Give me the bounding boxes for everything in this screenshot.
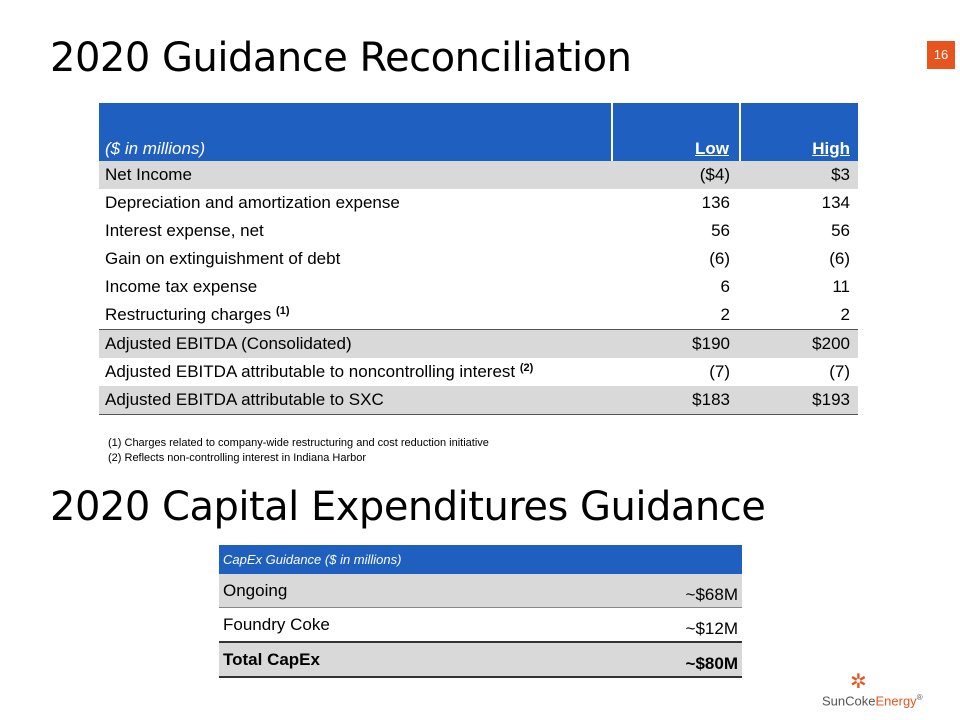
row-low: (7): [709, 362, 730, 381]
table-row: [99, 217, 858, 245]
capex-label: Total CapEx: [219, 642, 562, 677]
table-row: [219, 642, 742, 677]
row-low: $183: [612, 386, 740, 415]
table-row: [219, 608, 742, 643]
table-row: [219, 574, 742, 608]
capex-header: CapEx Guidance ($ in millions): [219, 545, 742, 574]
capex-header-row: [219, 545, 742, 574]
row-high: 56: [831, 221, 850, 240]
row-low: 136: [701, 193, 730, 212]
row-low: (6): [709, 249, 730, 268]
row-label: Gain on extinguishment of debt: [105, 249, 341, 268]
company-logo: [820, 672, 950, 716]
row-high: $193: [740, 386, 858, 415]
logo-text-a: SunCoke: [822, 693, 876, 709]
row-label: [99, 301, 612, 330]
row-high: (6): [829, 249, 850, 268]
sun-burst-icon: ✲: [850, 671, 867, 693]
capex-label: Foundry Coke: [219, 608, 562, 643]
row-low: 2: [720, 305, 730, 324]
row-label: Depreciation and amortization expense: [105, 193, 400, 212]
logo-text: [822, 693, 923, 708]
table-row: [99, 330, 858, 359]
row-low: ($4): [612, 161, 740, 189]
capex-value: ~$68M: [562, 574, 742, 608]
row-label: Income tax expense: [105, 277, 258, 296]
header-low: Low: [612, 103, 740, 161]
row-high: 11: [832, 277, 850, 296]
row-label: Net Income: [99, 161, 612, 189]
reconciliation-title: 2020 Guidance Reconciliation: [50, 35, 632, 81]
capex-label: Ongoing: [219, 574, 562, 608]
row-label-text: Restructuring charges: [105, 305, 272, 324]
table-row: [99, 245, 858, 273]
row-label: Adjusted EBITDA attributable to SXC: [99, 386, 612, 415]
footnote-ref: (2): [519, 362, 534, 374]
table-header-row: [99, 103, 858, 161]
row-low: 6: [720, 277, 730, 296]
capex-value: ~$12M: [562, 608, 742, 643]
capex-title: 2020 Capital Expenditures Guidance: [50, 484, 766, 530]
row-low: $190: [612, 330, 740, 359]
capex-value: ~$80M: [562, 642, 742, 677]
page-number: 16: [927, 41, 955, 69]
table-row: [99, 189, 858, 217]
table-row: [99, 273, 858, 301]
row-label: Adjusted EBITDA (Consolidated): [99, 330, 612, 359]
footnote-ref: (1): [276, 305, 290, 317]
header-high: High: [740, 103, 858, 161]
logo-mark: ®: [916, 693, 923, 702]
footnote-1: (1) Charges related to company-wide restructuring and cost reduction initiative: [108, 437, 489, 449]
row-high: (7): [829, 362, 850, 381]
logo-text-b: Energy: [875, 693, 917, 709]
capex-table: [219, 545, 742, 678]
row-high: 134: [821, 193, 850, 212]
reconciliation-table: [99, 103, 858, 415]
row-high: 2: [840, 305, 850, 324]
row-low: 56: [711, 221, 730, 240]
table-row: [99, 161, 858, 189]
table-row: [99, 301, 858, 330]
row-label: Interest expense, net: [105, 221, 264, 240]
row-label: [99, 358, 612, 386]
header-units: ($ in millions): [99, 103, 612, 161]
row-label-text: Adjusted EBITDA attributable to noncontrolling interest: [105, 362, 516, 381]
row-high: $3: [740, 161, 858, 189]
table-row: [99, 386, 858, 415]
table-row: [99, 358, 858, 386]
footnote-2: (2) Reflects non-controlling interest in Indiana Harbor: [108, 452, 367, 464]
row-high: $200: [740, 330, 858, 359]
